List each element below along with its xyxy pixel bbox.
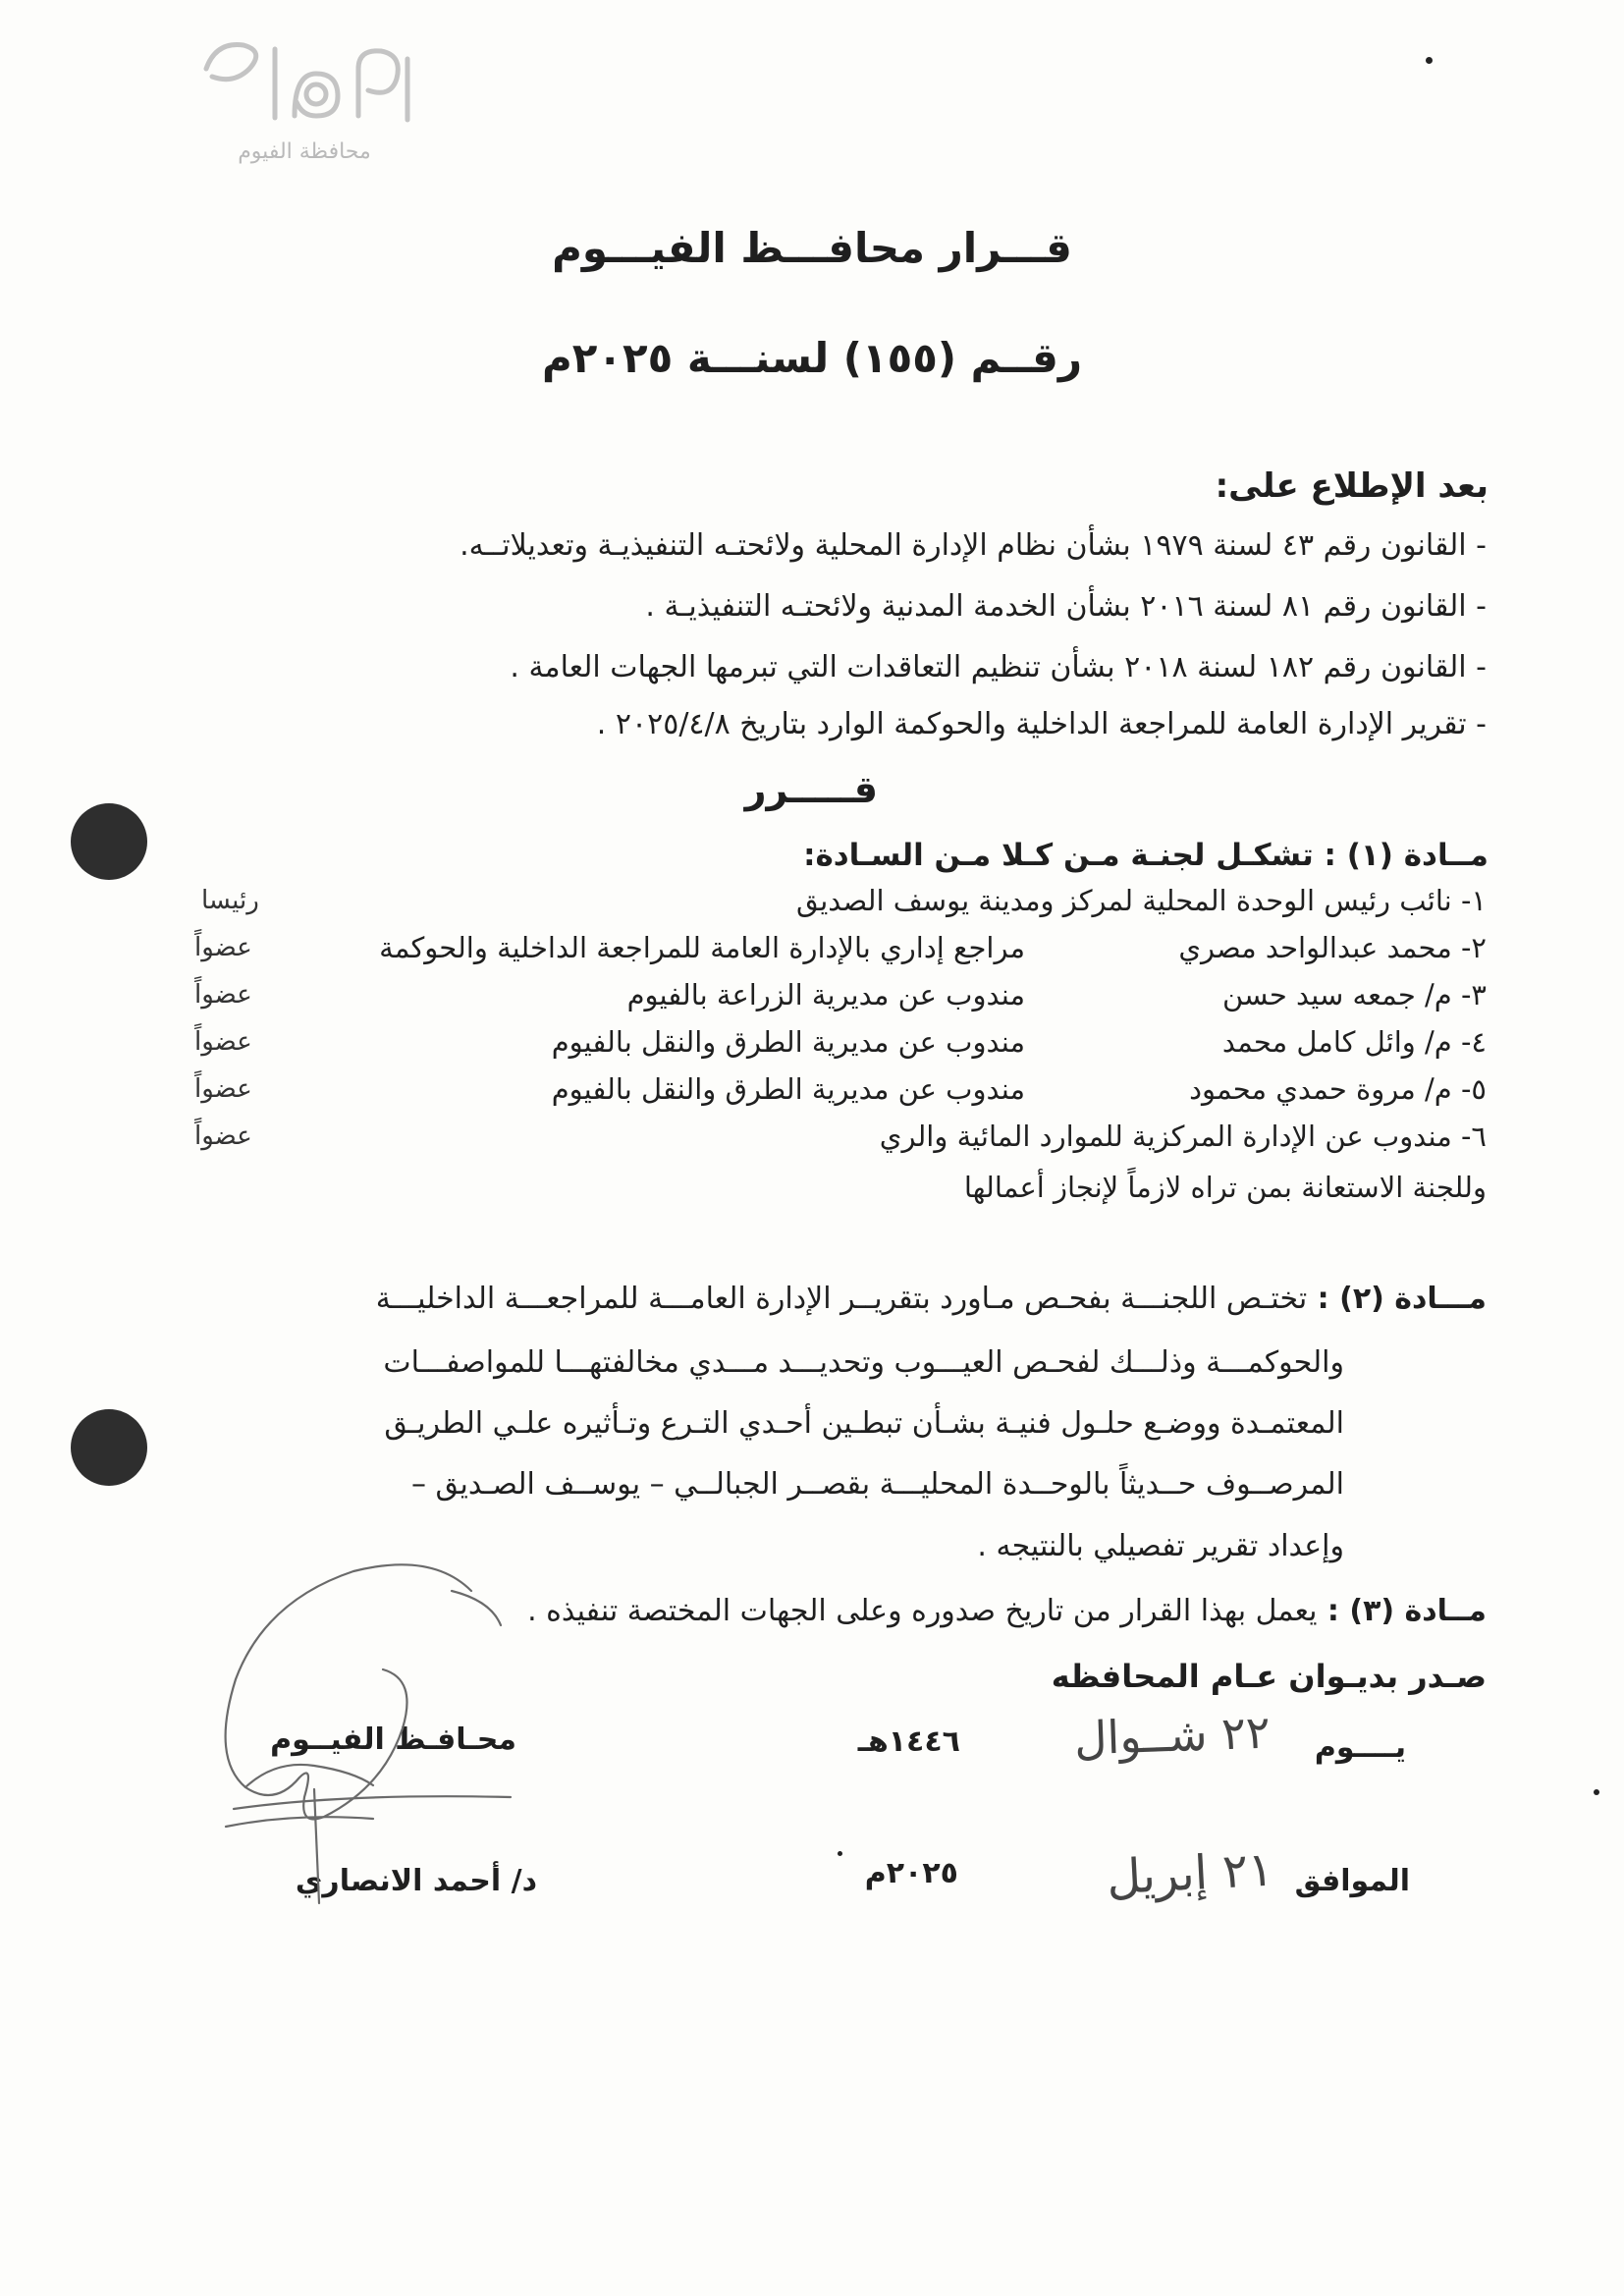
scan-speck (1426, 57, 1433, 64)
member-line: ١- نائب رئيس الوحدة المحلية لمركز ومدينة يوسف الصديق (796, 884, 1487, 917)
article2-label: مـــادة (٢) : (1307, 1282, 1487, 1316)
article2-line: المرصــوف حــديثاً بالوحــدة المحليـــة بقصــر الجبالــي – يوســف الصـديق – (410, 1467, 1344, 1502)
punch-hole (71, 1409, 147, 1486)
member-role: رئيسا (201, 886, 259, 915)
member-role: عضواً (194, 933, 252, 962)
preamble-item: - تقرير الإدارة العامة للمراجعة الداخلية والحوكمة الوارد بتاريخ ٢٠٢٥/٤/٨ . (596, 707, 1487, 741)
issued-line: صـدر بديـوان عـام المحافظه (1051, 1658, 1487, 1695)
day-label: يــــوم (1314, 1730, 1406, 1765)
article2-line: وإعداد تقرير تفصيلي بالنتيجه . (977, 1529, 1344, 1563)
preamble-item: - القانون رقم ٤٣ لسنة ١٩٧٩ بشأن نظام الإدارة المحلية ولائحتـه التنفيذيـة وتعديلاتــه. (460, 528, 1487, 563)
member-line: ٦- مندوب عن الإدارة المركزية للموارد المائية والري (879, 1120, 1487, 1153)
member-desc: مندوب عن مديرية الزراعة بالفيوم (626, 978, 1025, 1011)
member-role: عضواً (194, 980, 252, 1010)
article2-text: تختـص اللجنـــة بفحـص مـاورد بتقريــر الإدارة العامـــة للمراجعـــة الداخليـــة (375, 1282, 1308, 1316)
signatory-name: د/ أحمد الانصاري (295, 1864, 537, 1898)
punch-hole (71, 803, 147, 880)
hijri-handwritten: ٢٢ شــوال (1073, 1705, 1272, 1766)
member-role: عضواً (194, 1121, 252, 1151)
member-name: ٥- م/ مروة حمدي محمود (1189, 1072, 1487, 1106)
decision-heading: قـــــرر (744, 768, 878, 811)
signatory-title: محـافـظ الفيــوم (270, 1722, 516, 1757)
preamble-item: - القانون رقم ١٨٢ لسنة ٢٠١٨ بشأن تنظيم التعاقدات التي تبرمها الجهات العامة . (510, 650, 1487, 684)
article2-line: المعتمـدة ووضـع حلـول فنيـة بشـأن تبطـين أحـدي التـرع وتـأثيره علـي الطريـق (384, 1406, 1344, 1441)
member-desc: مندوب عن مديرية الطرق والنقل بالفيوم (551, 1025, 1025, 1059)
decree-number: رقــم (١٥٥) لسنـــة ٢٠٢٥م (541, 334, 1083, 382)
governorate-logo (187, 29, 422, 177)
gregorian-handwritten: ٢١ إبريل (1105, 1841, 1275, 1906)
article3-line (527, 1594, 1487, 1628)
member-role: عضواً (194, 1027, 252, 1057)
member-name: ٢- محمد عبدالواحد مصري (1178, 931, 1487, 964)
preamble-item: - القانون رقم ٨١ لسنة ٢٠١٦ بشأن الخدمة المدنية ولائحتـه التنفيذيـة . (645, 589, 1487, 624)
scan-speck (838, 1851, 842, 1856)
article1-heading: مــادة (١) : تشكـل لجنـة مـن كـلا مـن السـادة: (803, 838, 1489, 873)
scan-speck (1594, 1789, 1599, 1795)
article3-label: مــادة (٣) : (1317, 1594, 1487, 1628)
member-desc: مندوب عن مديرية الطرق والنقل بالفيوم (551, 1072, 1025, 1106)
member-desc: مراجع إداري بالإدارة العامة للمراجعة الداخلية والحوكمة (379, 931, 1025, 964)
hijri-year: ١٤٤٦هـ (857, 1724, 960, 1759)
logo-mark (187, 29, 422, 137)
article3-text: يعمل بهذا القرار من تاريخ صدوره وعلى الجهات المختصة تنفيذه . (527, 1594, 1318, 1628)
article2-line: والحوكمـــة وذلـــك لفحـص العيـــوب وتحديـــد مـــدي مخالفتهـــا للمواصفـــات (383, 1345, 1344, 1380)
member-name: ٤- م/ وائل كامل محمد (1221, 1025, 1487, 1059)
preamble-heading: بعد الإطلاع على: (1215, 466, 1489, 506)
handwritten-signature (206, 1532, 520, 1905)
gregorian-label: الموافق (1294, 1864, 1410, 1898)
decree-title: قـــرار محافـــظ الفيـــوم (552, 224, 1072, 272)
gregorian-year: ٢٠٢٥م (864, 1856, 958, 1890)
article2-line (376, 1282, 1487, 1316)
member-role: عضواً (194, 1074, 252, 1104)
member-name: ٣- م/ جمعه سيد حسن (1221, 978, 1487, 1011)
article1-footer: وللجنة الاستعانة بمن تراه لازماً لإنجاز أعمالها (963, 1171, 1487, 1204)
logo-subtitle: محافظة الفيوم (238, 139, 371, 164)
